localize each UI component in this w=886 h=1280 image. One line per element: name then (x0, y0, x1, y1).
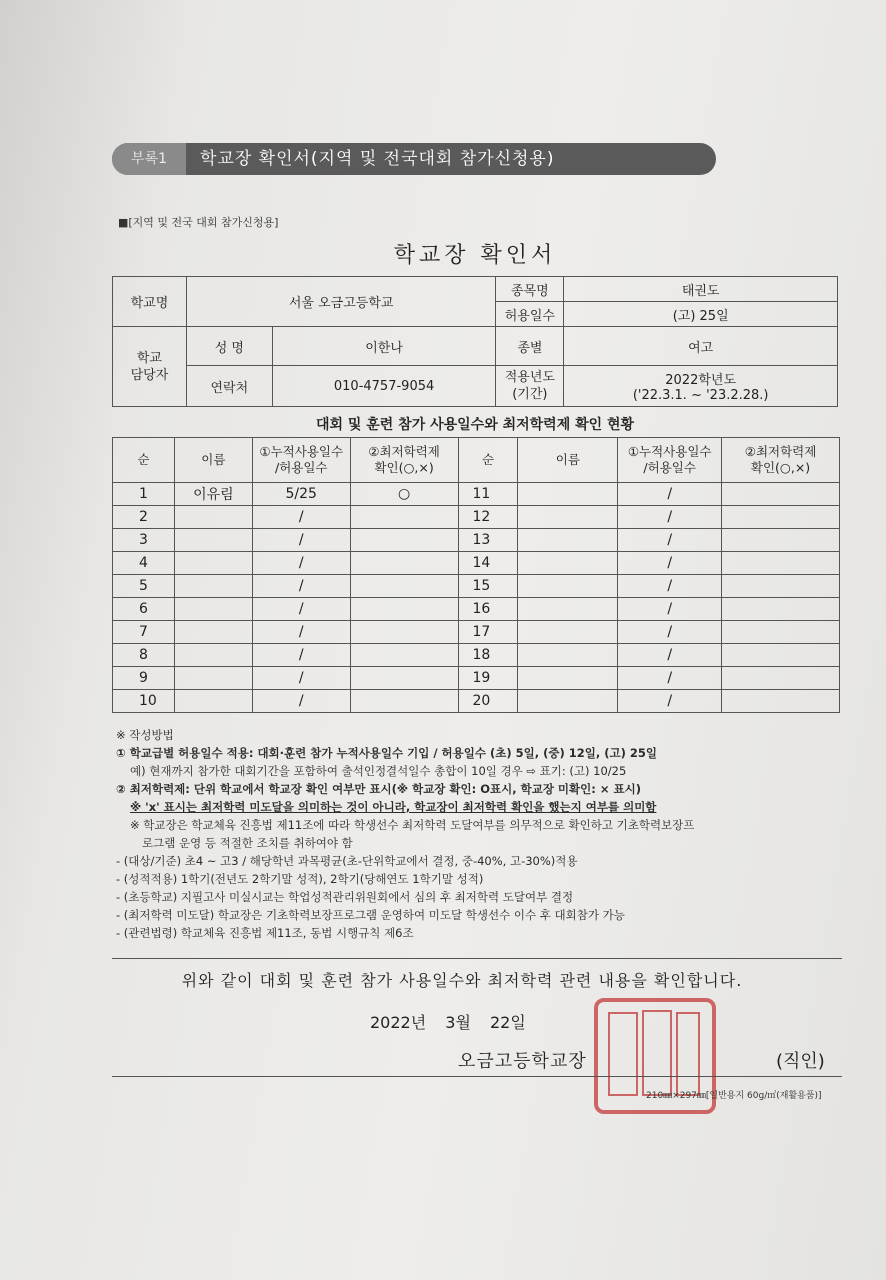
allowed-days-value: (고) 25일 (564, 302, 838, 327)
table-cell (518, 506, 618, 529)
appendix-tag: 부록1 (112, 143, 186, 175)
table-cell (350, 575, 458, 598)
document-title: 학교장 확인서 (393, 243, 557, 268)
table-cell: / (618, 483, 722, 506)
table-cell: 19 (458, 667, 518, 690)
table-cell: / (618, 667, 722, 690)
header-cell: 순 (113, 438, 175, 483)
table-cell (174, 598, 252, 621)
table-cell: / (252, 575, 350, 598)
info-table (112, 276, 838, 407)
table-cell (518, 552, 618, 575)
gender-label: 종별 (496, 327, 564, 366)
table-cell (174, 667, 252, 690)
seal-label: (직인) (776, 1051, 825, 1072)
table-row (113, 529, 840, 552)
table-row (113, 552, 840, 575)
table-cell (722, 529, 840, 552)
confirmation-text: 위와 같이 대회 및 훈련 참가 사용일수와 최저학력 관련 내용을 확인합니다. (181, 971, 743, 990)
table-cell: 2 (113, 506, 175, 529)
form-subtitle: ■[지역 및 전국 대회 참가신청용] (118, 216, 279, 229)
appendix-header-bar (112, 143, 716, 175)
table-cell (350, 552, 458, 575)
note-line: - (최저학력 미도달) 학교장은 기초학력보장프로그램 운영하여 미도달 학생선수 이수 후 대회참가 가능 (116, 908, 625, 922)
gender-value: 여고 (564, 327, 838, 366)
table-row (113, 575, 840, 598)
table-cell: ○ (350, 483, 458, 506)
table-cell (350, 506, 458, 529)
staff-label: 학교 담당자 (113, 327, 187, 407)
table-cell (518, 483, 618, 506)
table-cell (174, 621, 252, 644)
year-label: 적용년도 (기간) (496, 366, 564, 407)
bottom-divider (112, 1076, 842, 1077)
table-cell (518, 598, 618, 621)
table-cell: / (618, 621, 722, 644)
table-cell: 4 (113, 552, 175, 575)
header-cell: 이름 (174, 438, 252, 483)
table-cell: / (252, 690, 350, 713)
table-cell (722, 644, 840, 667)
table-cell: 13 (458, 529, 518, 552)
header-cell: ①누적사용일수 /허용일수 (252, 438, 350, 483)
table-cell (174, 644, 252, 667)
allowed-days-label: 허용일수 (496, 302, 564, 327)
header-cell: 순 (458, 438, 518, 483)
table-cell (722, 506, 840, 529)
table-cell: / (618, 552, 722, 575)
table-cell (518, 690, 618, 713)
table-cell: 이유림 (174, 483, 252, 506)
note-line: - (관련법령) 학교체육 진흥법 제11조, 동법 시행규칙 제6조 (116, 926, 414, 940)
table-cell: 17 (458, 621, 518, 644)
usage-table-body (113, 483, 840, 713)
event-label: 종목명 (496, 277, 564, 302)
appendix-title: 학교장 확인서(지역 및 전국대회 참가신청용) (200, 149, 555, 169)
table-cell (518, 667, 618, 690)
table-cell: / (618, 529, 722, 552)
section-title: 대회 및 훈련 참가 사용일수와 최저학력제 확인 현황 (315, 417, 635, 433)
table-cell: / (618, 575, 722, 598)
note-line: ② 최저학력제: 단위 학교에서 학교장 확인 여부만 표시(※ 학교장 확인: O표시, 학교장 미확인: × 표시) (116, 782, 641, 796)
table-cell: 11 (458, 483, 518, 506)
name-label: 성 명 (186, 327, 272, 366)
table-cell: 7 (113, 621, 175, 644)
table-cell (174, 506, 252, 529)
table-cell (722, 667, 840, 690)
table-cell: 10 (113, 690, 175, 713)
table-cell: / (252, 529, 350, 552)
table-row (113, 483, 840, 506)
header-cell: 이름 (518, 438, 618, 483)
table-cell (350, 529, 458, 552)
table-cell (174, 529, 252, 552)
table-row (113, 644, 840, 667)
table-cell: 15 (458, 575, 518, 598)
table-cell (518, 529, 618, 552)
note-line: 로그램 운영 등 적절한 조치를 취하여야 함 (142, 836, 353, 850)
paper-spec-note: 210㎜×297㎜[일반용지 60g/㎡(재활용품)] (646, 1091, 822, 1101)
school-value: 서울 오금고등학교 (186, 277, 496, 327)
table-cell: / (252, 621, 350, 644)
period-value: ('22.3.1. ~ '23.2.28.) (632, 388, 769, 403)
table-cell (722, 690, 840, 713)
header-cell: ②최저학력제 확인(○,×) (722, 438, 840, 483)
table-cell: / (618, 690, 722, 713)
table-cell: 14 (458, 552, 518, 575)
table-cell: / (252, 644, 350, 667)
table-cell (174, 575, 252, 598)
table-cell: 20 (458, 690, 518, 713)
table-row (113, 690, 840, 713)
header-cell: ②최저학력제 확인(○,×) (350, 438, 458, 483)
table-cell (350, 667, 458, 690)
table-cell (350, 598, 458, 621)
table-cell: 5/25 (252, 483, 350, 506)
note-line: - (대상/기준) 초4 ~ 고3 / 해당학년 과목평균(초-단위학교에서 결정, 중-40%, 고-30%)적용 (116, 854, 578, 868)
table-cell: / (618, 644, 722, 667)
table-cell: 3 (113, 529, 175, 552)
note-line: ※ 'x' 표시는 최저학력 미도달을 의미하는 것이 아니라, 학교장이 최저학력 확인을 했는지 여부를 의미함 (130, 800, 657, 814)
table-cell: / (252, 506, 350, 529)
table-cell: 1 (113, 483, 175, 506)
table-cell: 12 (458, 506, 518, 529)
principal-name: 오금고등학교장 (458, 1051, 587, 1072)
note-line: - (성적적용) 1학기(전년도 2학기말 성적), 2학기(당해연도 1학기말 성적) (116, 872, 484, 886)
header-cell: ①누적사용일수 /허용일수 (618, 438, 722, 483)
name-value: 이한나 (272, 327, 496, 366)
table-cell (518, 575, 618, 598)
table-cell (350, 690, 458, 713)
table-cell: / (618, 598, 722, 621)
document-date: 2022년 3월 22일 (370, 1013, 526, 1032)
table-cell: / (252, 667, 350, 690)
divider (112, 958, 842, 959)
table-cell (722, 598, 840, 621)
school-label: 학교명 (113, 277, 187, 327)
table-cell (518, 621, 618, 644)
event-value: 태권도 (564, 277, 838, 302)
table-row (113, 506, 840, 529)
contact-label: 연락처 (186, 366, 272, 407)
table-cell: 8 (113, 644, 175, 667)
note-line: ※ 학교장은 학교체육 진흥법 제11조에 따라 학생선수 최저학력 도달여부를 의무적으로 확인하고 기초학력보장프 (130, 818, 695, 832)
contact-value: 010-4757-9054 (272, 366, 496, 407)
note-line: - (초등학교) 지필고사 미실시교는 학업성적관리위원회에서 심의 후 최저학력 도달여부 결정 (116, 890, 574, 904)
note-heading: ※ 작성방법 (116, 728, 174, 742)
table-cell (722, 483, 840, 506)
table-cell (722, 575, 840, 598)
table-cell (518, 644, 618, 667)
table-cell: / (252, 598, 350, 621)
table-row (113, 598, 840, 621)
table-cell: 9 (113, 667, 175, 690)
table-cell (174, 690, 252, 713)
usage-table (112, 437, 840, 713)
note-line: ① 학교급별 허용일수 적용: 대회·훈련 참가 누적사용일수 기입 / 허용일수 (초) 5일, (중) 12일, (고) 25일 (116, 746, 657, 760)
table-cell (350, 621, 458, 644)
table-cell: / (618, 506, 722, 529)
table-cell: / (252, 552, 350, 575)
instructions (116, 726, 846, 942)
table-cell: 18 (458, 644, 518, 667)
table-row (113, 667, 840, 690)
table-cell (350, 644, 458, 667)
table-cell: 16 (458, 598, 518, 621)
note-line: 예) 현재까지 참가한 대회기간을 포함하여 출석인정결석일수 총합이 10일 경우 ⇨ 표기: (고) 10/25 (130, 764, 627, 778)
table-cell: 5 (113, 575, 175, 598)
table-cell (722, 621, 840, 644)
table-cell (722, 552, 840, 575)
table-cell: 6 (113, 598, 175, 621)
table-cell (174, 552, 252, 575)
table-row (113, 621, 840, 644)
year-cell (564, 366, 838, 407)
year-value: 2022학년도 (665, 373, 737, 388)
